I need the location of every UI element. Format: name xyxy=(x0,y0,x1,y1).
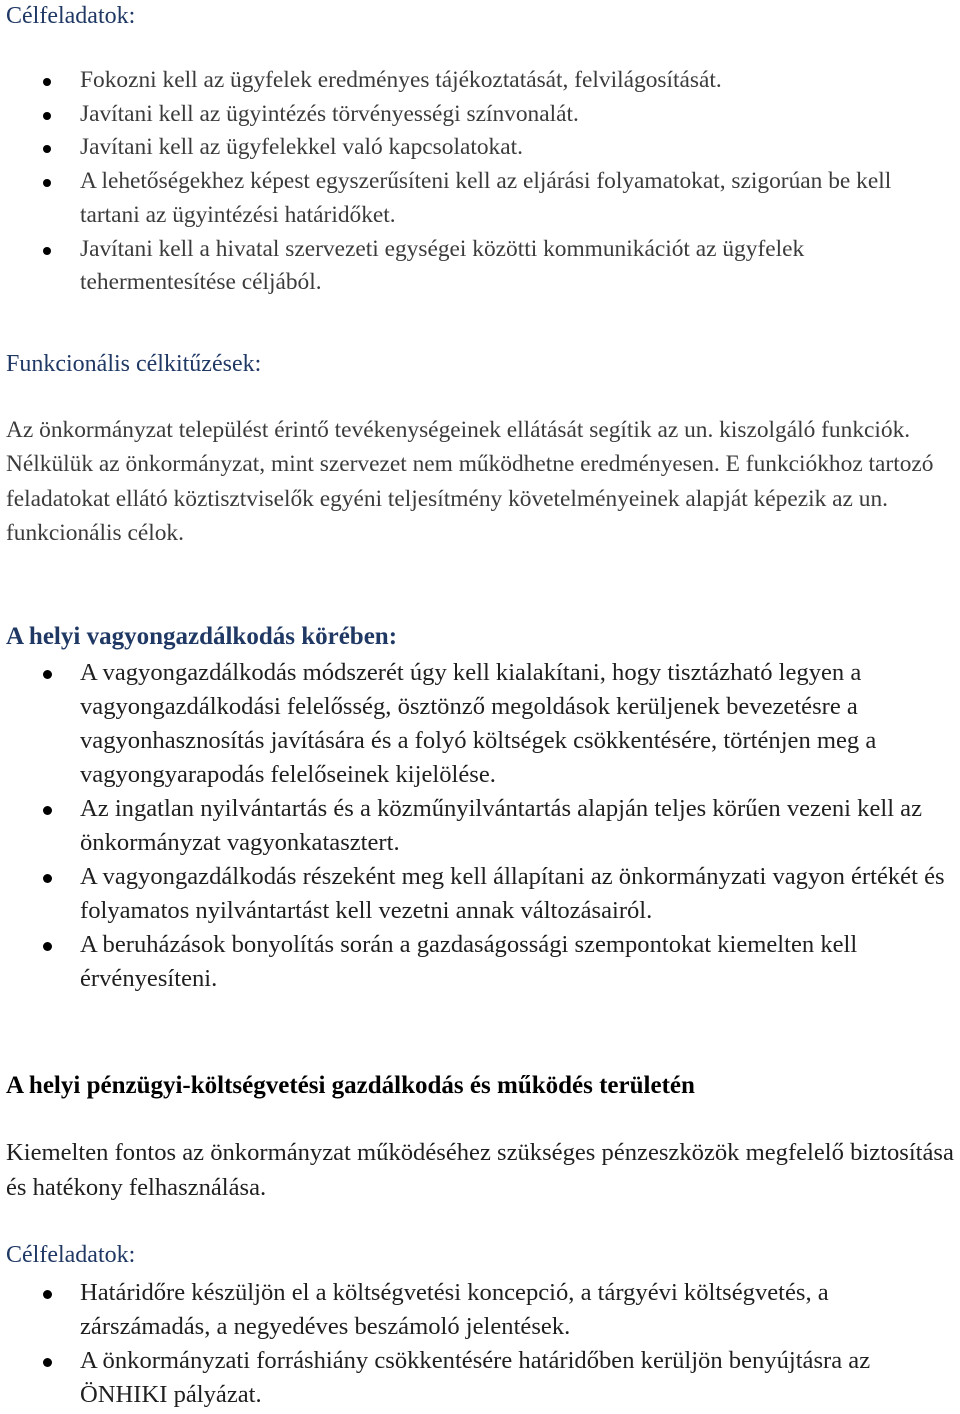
paragraph-penzugyi: Kiemelten fontos az önkormányzat működéséhez szükséges pénzeszközök megfelelő biztosítása és hatékony felhasználása. xyxy=(6,1139,954,1201)
bullet-list-celfeladatok-2 xyxy=(0,1276,960,1412)
bullet-icon xyxy=(43,806,52,815)
bullet-icon xyxy=(43,670,52,679)
bullet-icon xyxy=(43,78,51,86)
bullet-icon xyxy=(43,1290,52,1299)
bullet-icon xyxy=(43,112,51,120)
paragraph-funkcionalis: Az önkormányzat települést érintő tevékenységeinek ellátását segítik az un. kiszolgáló funkciók. Nélkülük az önkormányzat, mint szervezet nem működhetne eredményesen. E funkciókhoz tartozó feladatokat ellátó köztisztviselők egyéni teljesítmény követelményeinek alapját képezik az un. funkcionális célok. xyxy=(6,417,934,547)
bullet-icon xyxy=(43,179,51,187)
bullet-icon xyxy=(43,145,51,153)
section-heading-vagyongazdalkodas: A helyi vagyongazdálkodás körében: xyxy=(6,623,398,650)
section-heading-penzugyi: A helyi pénzügyi-költségvetési gazdálkodás és működés területén xyxy=(6,1072,695,1099)
section-heading-funkcionalis: Funkcionális célkitűzések: xyxy=(6,351,262,377)
list-item: Fokozni kell az ügyfelek eredményes tájékoztatását, felvilágosítását. xyxy=(0,64,960,98)
bullet-list-vagyongazdalkodas xyxy=(0,656,960,996)
section-heading-celfeladatok-2: Célfeladatok: xyxy=(6,1242,136,1268)
section-heading-celfeladatok: Célfeladatok: xyxy=(6,3,136,29)
list-item: Határidőre készüljön el a költségvetési koncepció, a tárgyévi költségvetés, a zárszámadás, a negyedéves beszámoló jelentések. xyxy=(0,1276,960,1344)
bullet-icon xyxy=(43,247,51,255)
list-item: Javítani kell a hivatal szervezeti egységei közötti kommunikációt az ügyfelek tehermentesítése céljából. xyxy=(0,233,960,300)
bullet-icon xyxy=(43,942,52,951)
list-item: Az ingatlan nyilvántartás és a közműnyilvántartás alapján teljes körűen vezeni kell az önkormányzat vagyonkatasztert. xyxy=(0,792,960,860)
list-item: A lehetőségekhez képest egyszerűsíteni kell az eljárási folyamatokat, szigorúan be kell tartani az ügyintézési határidőket. xyxy=(0,165,960,232)
bullet-icon xyxy=(43,874,52,883)
bullet-list-celfeladatok xyxy=(0,64,960,300)
list-item: A önkormányzati forráshiány csökkentésére határidőben kerüljön benyújtásra az ÖNHIKI pályázat. xyxy=(0,1344,960,1412)
list-item: A beruházások bonyolítás során a gazdaságossági szempontokat kiemelten kell érvényesíteni. xyxy=(0,928,960,996)
list-item: Javítani kell az ügyfelekkel való kapcsolatokat. xyxy=(0,131,960,165)
list-item: Javítani kell az ügyintézés törvényességi színvonalát. xyxy=(0,98,960,132)
list-item: A vagyongazdálkodás részeként meg kell állapítani az önkormányzati vagyon értékét és folyamatos nyilvántartást kell vezetni annak változásairól. xyxy=(0,860,960,928)
bullet-icon xyxy=(43,1358,52,1367)
list-item: A vagyongazdálkodás módszerét úgy kell kialakítani, hogy tisztázható legyen a vagyongazdálkodási felelősség, ösztönző megoldások kerüljenek bevezetésre a vagyonhasznosítás javítására és a folyó költségek csökkentésére, történjen meg a vagyongyarapodás felelőseinek kijelölése. xyxy=(0,656,960,792)
